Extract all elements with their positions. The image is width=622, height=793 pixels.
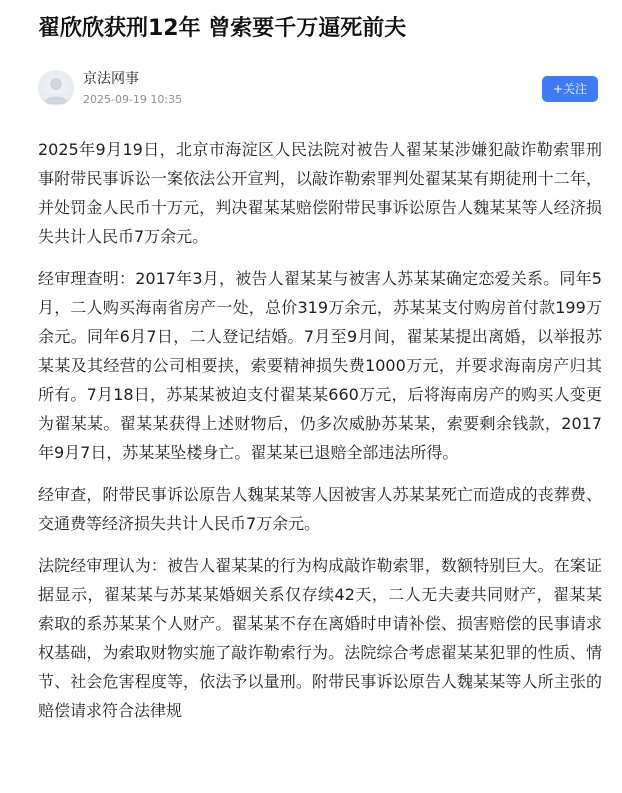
article-paragraph: 法院经审理认为：被告人翟某某的行为构成敲诈勒索罪，数额特别巨大。在案证据显示，翟某某与苏某某婚姻关系仅存续42天，二人无夫妻共同财产，翟某某索取的系苏某某个人财产。翟某某不存在离婚时申请补偿、损害赔偿的民事请求权基础，为索取财物实施了敲诈勒索行为。法院综合考虑翟某某犯罪的性质、情节、社会危害程度等，依法予以量刑。附带民事诉讼原告人魏某某等人所主张的赔偿请求符合法律规 — [38, 556, 602, 720]
author-info — [38, 70, 598, 112]
article-paragraph: 经审理查明：2017年3月，被告人翟某某与被害人苏某某确定恋爱关系。同年5月，二人购买海南省房产一处，总价319万余元，苏某某支付购房首付款199万余元。同年6月7日，二人登记结婚。7月至9月间，翟某某提出离婚，以举报苏某某及其经营的公司相要挟，索要精神损失费1000万元，并要求海南房产归其所有。7月18日，苏某某被迫支付翟某某660万元，后将海南房产的购买人变更为翟某某。翟某某获得上述财物后，仍多次威胁苏某某，索要剩余钱款，2017年9月7日，苏某某坠楼身亡。翟某某已退赔全部违法所得。 — [38, 269, 602, 462]
author-name[interactable]: 京法网事 — [83, 71, 139, 87]
person-silhouette-icon — [38, 70, 74, 106]
article-title: 翟欣欣获刑12年 曾索要千万逼死前夫 — [38, 16, 407, 41]
article-body — [38, 135, 602, 738]
author-avatar[interactable] — [38, 70, 74, 106]
article-paragraph: 2025年9月19日，北京市海淀区人民法院对被告人翟某某涉嫌犯敲诈勒索罪刑事附带民事诉讼一案依法公开宣判，以敲诈勒索罪判处翟某某有期徒刑十二年，并处罚金人民币十万元，判决翟某某赔偿附带民事诉讼原告人魏某某等人经济损失共计人民币7万余元。 — [38, 140, 602, 246]
publish-time: 2025-09-19 10:35 — [83, 93, 183, 106]
follow-button[interactable]: +关注 — [542, 76, 598, 102]
article-paragraph: 经审查，附带民事诉讼原告人魏某某等人因被害人苏某某死亡而造成的丧葬费、交通费等经济损失共计人民币7万余元。 — [38, 485, 602, 533]
